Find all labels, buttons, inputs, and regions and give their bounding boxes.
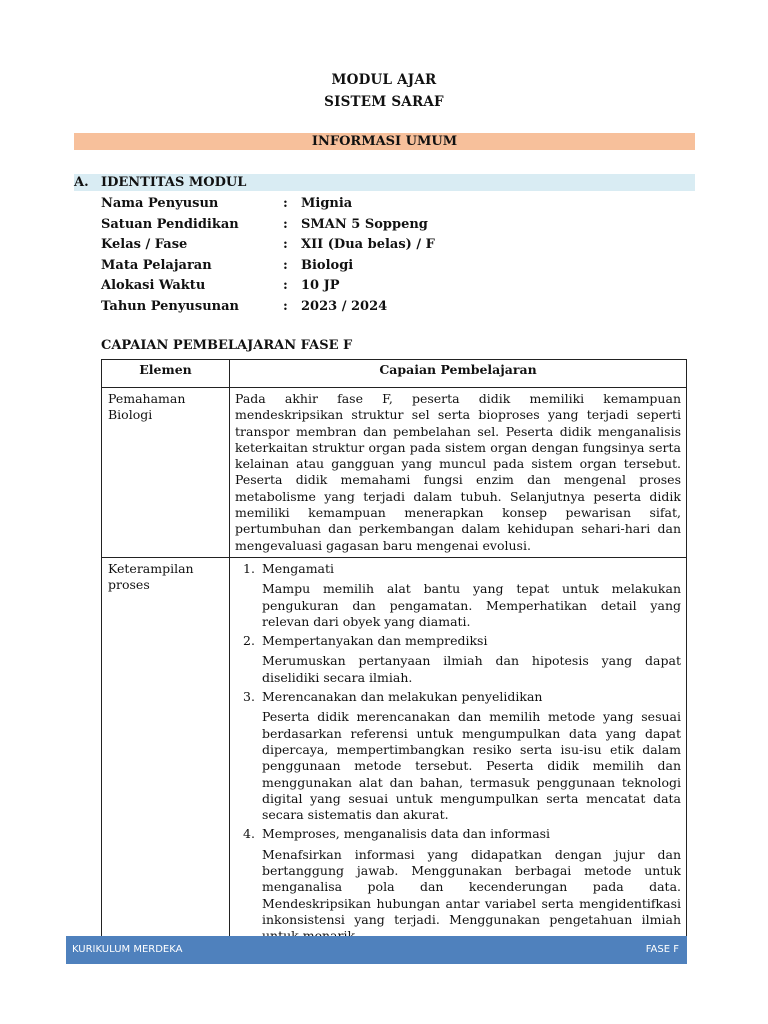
learning-outcomes-table xyxy=(101,359,687,952)
identity-label: Satuan Pendidikan xyxy=(101,216,239,232)
skill-description: Mampu memilih alat bantu yang tepat untuk melakukan pengukuran dan pengamatan. Memperhatikan detail yang relevan dari obyek yang diamati. xyxy=(262,581,681,629)
list-item xyxy=(235,689,681,823)
column-header-element: Elemen xyxy=(102,360,230,388)
section-heading-text: IDENTITAS MODUL xyxy=(101,175,247,190)
list-item xyxy=(235,561,681,630)
section-letter: A. xyxy=(74,175,89,190)
skills-list xyxy=(235,561,681,945)
footer-phase-label: FASE F xyxy=(645,944,679,955)
table-row xyxy=(102,388,687,558)
table-header-row xyxy=(102,360,687,388)
document-title: MODUL AJAR xyxy=(331,72,437,88)
section-identity-heading xyxy=(74,174,695,191)
identity-value: 10 JP xyxy=(301,278,340,293)
skill-number: 1. xyxy=(243,560,255,576)
page-footer xyxy=(66,936,687,964)
outcome-cell xyxy=(230,557,687,951)
skill-title xyxy=(235,826,681,842)
identity-value: Mignia xyxy=(301,196,353,211)
identity-value: XII (Dua belas) / F xyxy=(301,237,435,252)
learning-outcomes-title: CAPAIAN PEMBELAJARAN FASE F xyxy=(101,338,353,353)
skill-number: 3. xyxy=(243,689,255,705)
identity-value: Biologi xyxy=(301,257,354,273)
identity-colon: : xyxy=(283,278,288,293)
identity-colon: : xyxy=(283,257,288,273)
section-general-info: INFORMASI UMUM xyxy=(74,133,695,150)
outcome-cell: Pada akhir fase F, peserta didik memiliki kemampuan mendeskripsikan struktur sel serta bioproses yang terjadi seperti transpor membran dan pembelahan sel. Peserta didik menganalisis keterkaitan struktur organ pada sistem organ dengan fungsinya serta kelainan atau gangguan yang muncul pada sistem organ tersebut. Peserta didik memahami fungsi enzim dan mengenal proses metabolisme yang terjadi dalam tubuh. Selanjutnya peserta didik memiliki kemampuan menerapkan konsep pewarisan sifat, pertumbuhan dan perkembangan dalam kehidupan sehari-hari dan mengevaluasi gagasan baru mengenai evolusi. xyxy=(230,388,687,558)
identity-label: Nama Penyusun xyxy=(101,196,219,211)
skill-title xyxy=(235,561,681,577)
skill-description: Merumuskan pertanyaan ilmiah dan hipotesis yang dapat diselidiki secara ilmiah. xyxy=(262,653,681,685)
identity-colon: : xyxy=(283,298,288,314)
identity-label: Mata Pelajaran xyxy=(101,257,212,273)
identity-colon: : xyxy=(283,216,288,232)
element-cell: Pemahaman Biologi xyxy=(102,388,230,558)
identity-label: Kelas / Fase xyxy=(101,237,188,252)
skill-title-text: Merencanakan dan melakukan penyelidikan xyxy=(262,689,543,705)
column-header-outcome: Capaian Pembelajaran xyxy=(230,360,687,388)
skill-title-text: Mengamati xyxy=(262,560,335,576)
identity-value: 2023 / 2024 xyxy=(301,298,388,314)
element-cell: Keterampilan proses xyxy=(102,557,230,951)
skill-number: 2. xyxy=(243,633,255,649)
identity-label: Alokasi Waktu xyxy=(101,278,206,293)
list-item xyxy=(235,633,681,686)
footer-curriculum-label: KURIKULUM MERDEKA xyxy=(72,944,183,955)
skill-title xyxy=(235,633,681,649)
list-item xyxy=(235,826,681,944)
skill-number: 4. xyxy=(243,826,255,842)
skill-description: Menafsirkan informasi yang didapatkan dengan jujur dan bertanggung jawab. Menggunakan berbagai metode untuk menganalisa pola dan kecenderungan pada data. Mendeskripsikan hubungan antar variabel serta mengidentifkasi inkonsistensi yang terjadi. Menggunakan pengetahuan ilmiah xyxy=(262,846,681,927)
skill-title-text: Mempertanyakan dan memprediksi xyxy=(262,633,488,649)
skill-description: Peserta didik merencanakan dan memilih metode yang sesuai berdasarkan referensi untuk mengumpulkan data yang dapat dipercaya, mempertimbangkan resiko serta isu-isu etik dalam penggunaan metode tersebut. Peserta didik memilih dan menggunakan alat dan bahan, termasuk penggunaan teknologi digital yang sesuai untuk mengumpulkan serta mencatat data secara sistematis dan akurat. xyxy=(262,709,681,823)
document-subtitle: SISTEM SARAF xyxy=(324,94,444,110)
identity-label: Tahun Penyusunan xyxy=(101,298,239,314)
identity-value: SMAN 5 Soppeng xyxy=(301,216,428,232)
skill-title xyxy=(235,689,681,705)
identity-colon: : xyxy=(283,237,288,252)
table-row xyxy=(102,557,687,951)
skill-title-text: Memproses, menganalisis data dan informasi xyxy=(262,826,551,842)
identity-colon: : xyxy=(283,196,288,211)
